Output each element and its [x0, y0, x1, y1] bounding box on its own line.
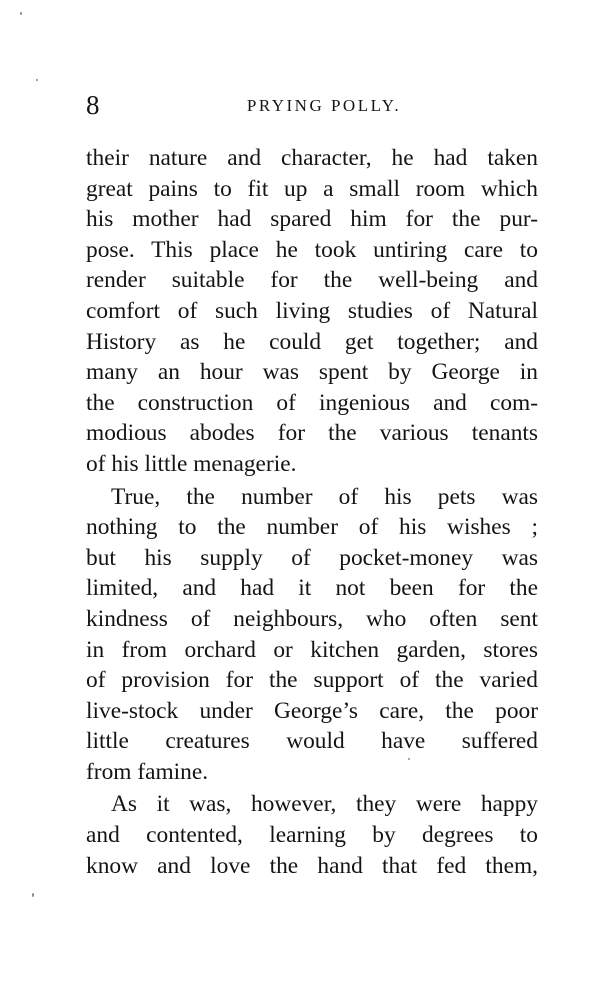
paper-speck	[36, 79, 38, 81]
text-line: from famine.	[86, 758, 209, 785]
text-line: his mother had spared him for the pur-	[86, 206, 538, 233]
paper-speck	[32, 893, 34, 897]
text-line: render suitable for the well-being and	[86, 267, 538, 294]
text-line: limited, and had it not been for the	[86, 575, 538, 602]
running-title: PRYING POLLY.	[246, 96, 402, 115]
body-text	[86, 143, 538, 881]
text-line: pose. This place he took untiring care to	[86, 236, 538, 263]
text-line: of provision for the support of the varied	[86, 667, 538, 694]
text-line: nothing to the number of his wishes ;	[86, 514, 538, 541]
text-line: but his supply of pocket-money was	[86, 544, 538, 571]
text-line: the construction of ingenious and com-	[86, 389, 538, 416]
text-line: their nature and character, he had taken	[86, 145, 538, 171]
text-line: As it was, however, they were happy	[111, 791, 538, 818]
text-line: little creatures would have suffered	[86, 728, 538, 755]
text-line: True, the number of his pets was	[111, 483, 538, 510]
text-line: live-stock under George’s care, the poor	[86, 697, 538, 724]
text-line: and contented, learning by degrees to	[86, 822, 538, 849]
page-header	[86, 88, 538, 122]
text-line: of his little menagerie.	[86, 450, 297, 477]
text-line: know and love the hand that fed them,	[86, 852, 538, 879]
text-line: modious abodes for the various tenants	[86, 420, 538, 447]
page-number: 8	[86, 90, 100, 120]
text-line: kindness of neighbours, who often sent	[86, 605, 538, 632]
text-line: in from orchard or kitchen garden, stores	[86, 636, 538, 663]
text-line: many an hour was spent by George in	[86, 359, 538, 386]
text-line: great pains to fit up a small room which	[86, 175, 538, 202]
paper-speck	[20, 12, 22, 15]
text-line: History as he could get together; and	[86, 328, 538, 355]
text-line: comfort of such living studies of Natural	[86, 297, 538, 324]
